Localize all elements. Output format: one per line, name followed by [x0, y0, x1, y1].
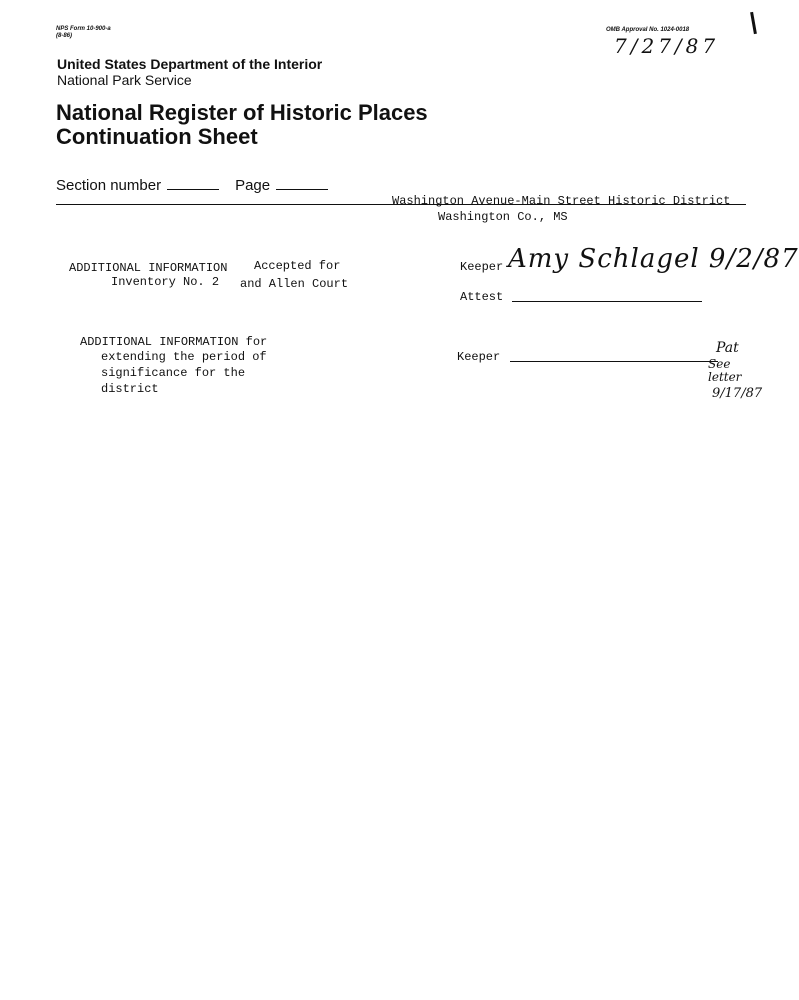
department-name: United States Department of the Interior	[57, 56, 323, 72]
page-title: National Register of Historic Places	[56, 100, 428, 125]
form-date: (8-86)	[56, 33, 73, 39]
keeper-signature: Amy Schlagel 9/2/87	[508, 244, 799, 274]
entry1-inventory: Inventory No. 2	[111, 275, 220, 289]
section-number-label: Section number	[56, 177, 162, 194]
keeper-signature-line[interactable]	[510, 361, 718, 362]
form-number: NPS Form 10-900-a	[56, 26, 111, 32]
form-identifier	[56, 26, 111, 40]
district-name: Washington Avenue-Main Street Historic District	[392, 194, 731, 208]
page-subtitle: Continuation Sheet	[56, 124, 258, 149]
entry1-keeper-label: Keeper	[460, 260, 504, 274]
entry1-accepted-line2: and Allen Court	[240, 277, 349, 291]
scan-mark	[750, 12, 757, 34]
handwritten-date: 7/27/87	[614, 34, 720, 58]
handwritten-note: See letter	[708, 357, 742, 384]
section-page-row	[56, 175, 328, 194]
handwritten-note-date: 9/17/87	[712, 386, 763, 401]
omb-approval: OMB Approval No. 1024-0018	[606, 27, 690, 33]
entry2-line2: extending the period of	[101, 350, 267, 364]
entry1-label: ADDITIONAL INFORMATION	[69, 261, 228, 275]
attest-signature-line[interactable]	[512, 301, 702, 302]
entry1-accepted-line1: Accepted for	[254, 259, 341, 273]
entry2-line1: ADDITIONAL INFORMATION for	[80, 335, 268, 349]
county-name: Washington Co., MS	[438, 210, 568, 224]
service-name: National Park Service	[57, 72, 192, 88]
page-number-field[interactable]	[276, 175, 328, 190]
attest-label: Attest	[460, 290, 504, 304]
entry2-keeper-label: Keeper	[457, 350, 501, 364]
entry2-line3: significance for the	[101, 366, 246, 380]
page-label: Page	[235, 177, 271, 194]
section-number-field[interactable]	[167, 175, 219, 190]
entry2-line4: district	[101, 382, 159, 396]
handwritten-initials: Pat	[716, 340, 739, 356]
